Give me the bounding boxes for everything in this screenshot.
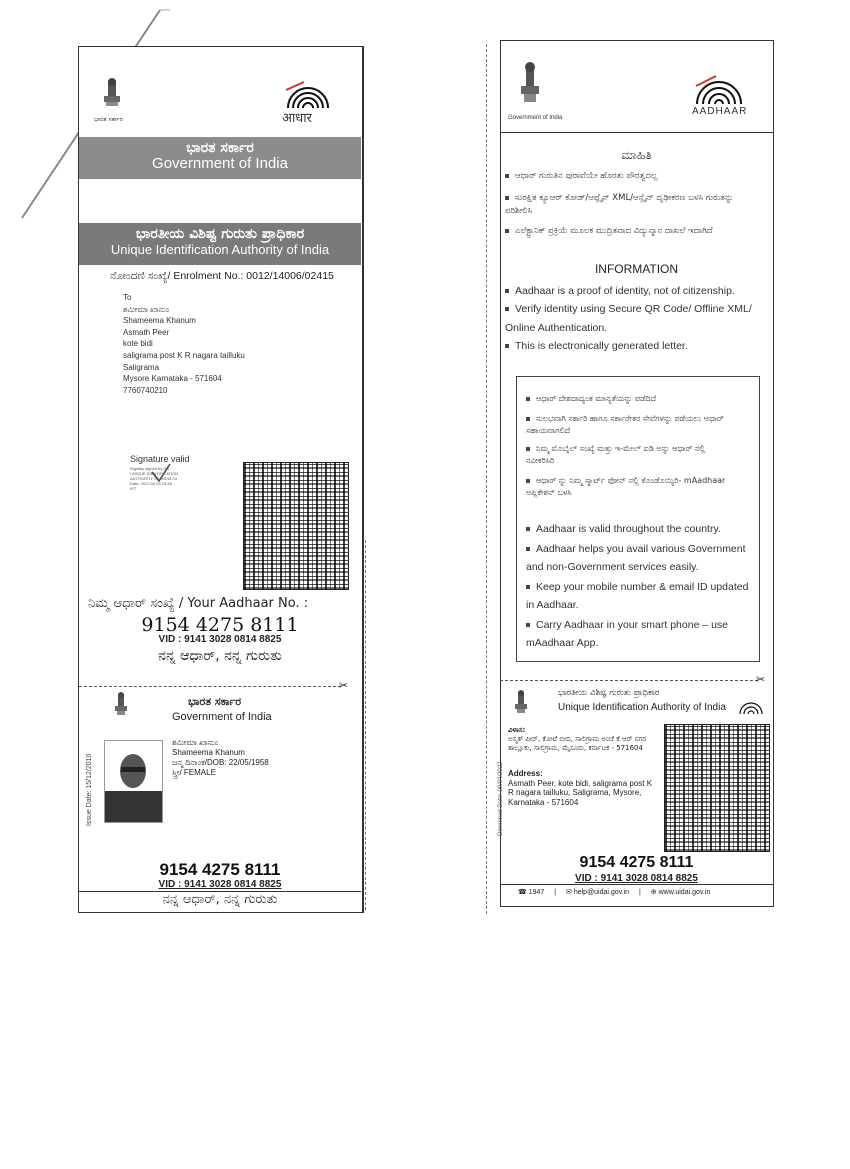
download-date: Download Date: 09/04/2022 [498,761,504,836]
card-gov-english: Government of India [172,711,272,723]
info-kannada-heading: ಮಾಹಿತಿ [621,148,652,162]
recipient-address [123,292,245,396]
card-vid-number: VID : 9141 3028 0814 8825 [575,873,698,884]
card-aadhaar-number: 9154 4275 8111 [579,854,694,871]
issue-date: Issue Date: 15/12/2010 [86,753,93,826]
emblem-caption: ಭಾರತ ಸರ್ಕಾರ [94,116,123,123]
card-uidai-english: Unique Identification Authority of India [558,702,726,713]
enrolment-number: ನೋಂದಣಿ ಸಂಖ್ಯೆ/ Enrolment No.: 0012/14006/02415 [110,270,334,282]
signature-valid-check-icon [150,462,172,484]
benefit-kannada-item: ಆಧಾರ್ ನ್ನು ನಿಮ್ಮ ಸ್ಮಾರ್ಟ್ ಫೋನ್ ನಲ್ಲಿ ಕೊಂಡೊಯ್ಯಿರಿ- mAadhaar ಅಪ್ಲಿಕೇಶನ್ ಬಳಸಿ [526,476,726,497]
footer-contacts: ☎ 1947 | ✉ help@uidai.gov.in | ⊕ www.uidai.gov.in [518,889,711,896]
benefit-kannada-item: ನಿಮ್ಮ ಮೊಬೈಲ್ ಸಂಖ್ಯೆ ಮತ್ತು ಇ-ಮೇಲ್ ಐಡಿ ಅನ್ನು ಆಧಾರ್ ನಲ್ಲಿ ನವೀಕರಿಸಿರಿ [526,444,706,465]
address-line: kote bidi [123,339,153,349]
helpline-number: 1947 [528,889,545,896]
card-uidai-kannada: ಭಾರತೀಯ ವಿಶಿಷ್ಟ ಗುರುತು ಪ್ರಾಧಿಕಾರ [558,688,660,698]
header-divider [500,132,773,133]
qr-code [664,724,770,852]
photo [104,740,163,823]
national-emblem-icon [100,78,124,110]
card-vid-number: VID : 9141 3028 0814 8825 [158,879,282,890]
cut-line [79,686,341,687]
cut-line-vertical [365,540,366,910]
globe-icon: ⊕ [650,889,657,896]
aadhaar-logo-icon [694,72,744,106]
cut-line [500,680,758,681]
signature-label: Signature valid [130,454,190,464]
address-line: Saligrama [123,362,160,372]
website-link[interactable]: www.uidai.gov.in [658,889,711,896]
uidai-kannada: ಭಾರತೀಯ ವಿಶಿಷ್ಟ ಗುರುತು ಪ್ರಾಧಿಕಾರ [135,226,305,242]
benefit-kannada-item: ಆಧಾರ್ ದೇಶದಾದ್ಯಂತ ಮಾನ್ಯತೆಯನ್ನು ಪಡೆದಿದೆ [526,393,751,405]
address-line: Shameema Khanum [123,316,196,326]
card-tagline: ನನ್ನ ಆಧಾರ್, ನನ್ನ ಗುರುತು [162,892,278,907]
scissors-icon: ✂ [756,673,766,686]
mail-icon: ✉ [566,889,572,896]
card-holder-details [172,738,269,778]
help-email[interactable]: help@uidai.gov.in [573,889,630,896]
address-line: saligrama post K R nagara tailluku [123,350,245,360]
benefit-item: Aadhaar is valid throughout the country. [526,520,754,538]
your-aadhaar-label: ನಿಮ್ಮ ಆಧಾರ್ ಸಂಖ್ಯೆ / Your Aadhaar No. : [88,596,309,611]
info-kannada-item: ಸುರಕ್ಷಿತ ಕ್ಯೂಆರ್ ಕೋಡ್/ಆಫ್ಲೈನ್ XML/ಆನ್ಲೈನ್ ದೃಢೀಕರಣ ಬಳಸಿ ಗುರುತನ್ನು ಪರಿಶೀಲಿಸಿ [505,193,734,216]
scissors-icon: ✂ [339,679,349,692]
aadhaar-logo-text: आधार [282,111,312,126]
address-line: ಶಮೀಮಾ ಖಾನುಂ [123,304,170,314]
info-item: Aadhaar is a proof of identity, not of citizenship. [505,283,767,299]
address-english: Address: Asmath Peer, kote bidi, saligrama post K R nagara tailluku, Saligrama, Mysore, Karnataka - 571604 [508,769,653,807]
qr-code [243,462,349,590]
card-gov-kannada: ಭಾರತ ಸರ್ಕಾರ [188,695,242,708]
info-item: This is electronically generated letter. [505,338,767,354]
benefit-kannada-item: ಸುಲಭವಾಗಿ ಸರ್ಕಾರಿ ಹಾಗೂ ಸರ್ಕಾರೇತರ ಸೇವೆಗಳನ್ನು ಪಡೆಯಲು ಆಧಾರ್ ಸಹಾಯವಾಗಲಿದೆ [526,414,724,435]
aadhaar-logo-text: AADHAAR [692,106,748,117]
gender: ಸ್ತ್ರೀ/ FEMALE [172,768,216,777]
national-emblem-icon [512,690,530,716]
gov-english: Government of India [152,155,288,172]
national-emblem-icon [518,62,542,106]
aadhaar-logo-icon [738,696,764,716]
person-photo-icon [105,741,162,822]
address-line: Asmath Peer [123,327,170,337]
benefit-item: Carry Aadhaar in your smart phone – use mAadhaar App. [526,619,729,649]
aadhaar-number: 9154 4275 8111 [141,614,299,636]
info-kannada-item: ಎಲೆಕ್ಟ್ರಾನಿಕ್ ಪ್ರಕ್ರಿಯೆ ಮೂಲಕ ಮುದ್ರಿತವಾದ ವಿದ್ಯುನ್ಮಾನ ದಾಖಲೆ ಇದಾಗಿದೆ [505,225,735,238]
gov-kannada: ಭಾರತ ಸರ್ಕಾರ [186,140,254,156]
address-line: To [123,293,132,302]
benefit-item: Aadhaar helps you avail various Government and non-Government services easily. [526,543,746,573]
national-emblem-icon [112,692,130,718]
cut-line-vertical [486,44,487,914]
footer-divider [500,884,773,885]
name-kannada: ಶಮೀಮಾ ಖಾನುಂ [172,738,219,747]
phone-number: 7760740210 [123,385,168,395]
aadhaar-logo-icon [284,80,332,110]
government-band [79,137,361,179]
card-aadhaar-number: 9154 4275 8111 [159,860,281,879]
emblem-caption: Government of India [508,115,563,121]
phone-icon: ☎ [518,889,527,896]
address-kannada: ವಿಳಾಸ: ಅಸ್ಮತ್ ಪೀರ್, ಕೋಟೆ ಬೀದಿ, ಸಾಲಿಗ್ರಾಮ ಅಂಚೆ ಕೆ ಆರ್ ನಗರ ತಾಲ್ಲೂಕು, ಸಾಲಿಗ್ರಾಮ, ಮೈಸೂರು, ಕರ್ನಾಟಕ - 571604 [508,726,647,752]
info-kannada-item: ಆಧಾರ್ ಗುರುತಿನ ಪುರಾವೆಯೇ ಹೊರತು ಪೌರತ್ವದಲ್ಲ [505,170,755,183]
address-line: Mysore Karnataka - 571604 [123,374,222,384]
benefit-item: Keep your mobile number & email ID updated in Aadhaar. [526,581,749,611]
info-heading: INFORMATION [594,262,679,276]
signature-details: Digitally signed by DS UNIQUE IDENTIFICATION AUTHORITY OF INDIA 04 Date: 2022.04.09 23:48 IST [130,466,179,491]
tagline: ನನ್ನ ಆಧಾರ್, ನನ್ನ ಗುರುತು [158,648,282,664]
info-item: Verify identity using Secure QR Code/ Offline XML/ Online Authentication. [505,303,752,334]
name-english: Shameema Khanum [172,748,245,757]
date-of-birth: ಜನ್ಮ ದಿನಾಂಕ/DOB: 22/05/1958 [172,758,269,767]
vid-number: VID : 9141 3028 0814 8825 [158,634,282,645]
uidai-band [79,223,361,265]
uidai-english: Unique Identification Authority of India [110,242,330,257]
